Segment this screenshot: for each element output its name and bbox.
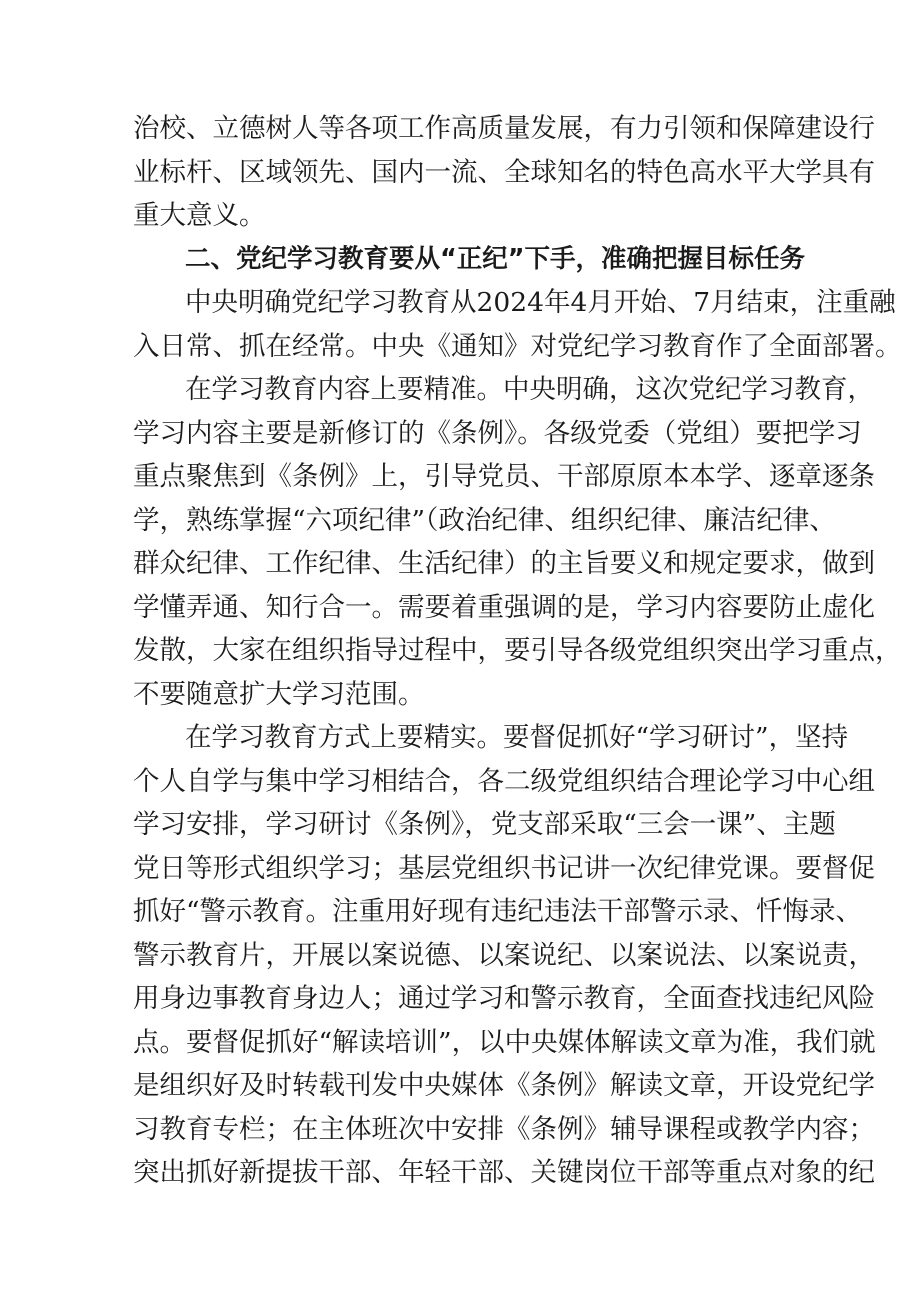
text-line: 重大意义。 (133, 200, 266, 231)
text-line: 学，熟练掌握“六项纪律”（政治纪律、组织纪律、廉洁纪律、 (133, 504, 836, 536)
section-heading: 二、党纪学习教育要从“正纪”下手，准确把握目标任务 (185, 243, 806, 274)
text-line: 警示教育片，开展以案说德、以案说纪、以案说法、以案说责， (133, 939, 875, 971)
text-line: 入日常、抓在经常。中央《通知》对党纪学习教育作了全面部署。 (133, 330, 902, 362)
text-line: 习教育专栏；在主体班次中安排《条例》辅导课程或教学内容； (133, 1113, 875, 1145)
text-line: 个人自学与集中学习相结合，各二级党组织结合理论学习中心组 (133, 765, 875, 797)
text-line: 学懂弄通、知行合一。需要着重强调的是，学习内容要防止虚化 (133, 591, 875, 623)
text-line: 学习安排，学习研讨《条例》，党支部采取“三会一课”、主题 (133, 809, 836, 840)
text-line: 不要随意扩大学习范围。 (133, 678, 425, 710)
text-line: 发散，大家在组织指导过程中，要引导各级党组织突出学习重点， (133, 635, 902, 666)
paragraph-first-line: 在学习教育方式上要精实。要督促抓好“学习研讨”，坚持 (185, 722, 849, 753)
text-line: 突出抓好新提拔干部、年轻干部、关键岗位干部等重点对象的纪 (133, 1157, 875, 1188)
document-body (133, 107, 902, 1195)
text-line: 学习内容主要是新修订的《条例》。各级党委（党组）要把学习 (133, 417, 862, 449)
paragraph-first-line: 在学习教育内容上要精准。中央明确，这次党纪学习教育， (185, 374, 874, 405)
text-line: 党日等形式组织学习；基层党组织书记讲一次纪律党课。要督促 (133, 852, 875, 884)
text-line: 治校、立德树人等各项工作高质量发展，有力引领和保障建设行 (133, 113, 875, 144)
text-line: 业标杆、区域领先、国内一流、全球知名的特色高水平大学具有 (133, 156, 875, 188)
text-line: 重点聚焦到《条例》上，引导党员、干部原原本本学、逐章逐条 (133, 461, 875, 492)
text-line: 用身边事教育身边人；通过学习和警示教育，全面查找违纪风险 (133, 983, 875, 1014)
paragraph-first-line: 中央明确党纪学习教育从2024年4月开始、7月结束，注重融 (185, 287, 896, 318)
text-line: 抓好“警示教育。注重用好现有违纪违法干部警示录、忏悔录、 (133, 896, 863, 927)
text-line: 点。要督促抓好“解读培训”，以中央媒体解读文章为准，我们就 (133, 1026, 876, 1058)
text-line: 群众纪律、工作纪律、生活纪律）的主旨要义和规定要求，做到 (133, 548, 875, 579)
text-line: 是组织好及时转载刊发中央媒体《条例》解读文章，开设党纪学 (133, 1070, 875, 1101)
